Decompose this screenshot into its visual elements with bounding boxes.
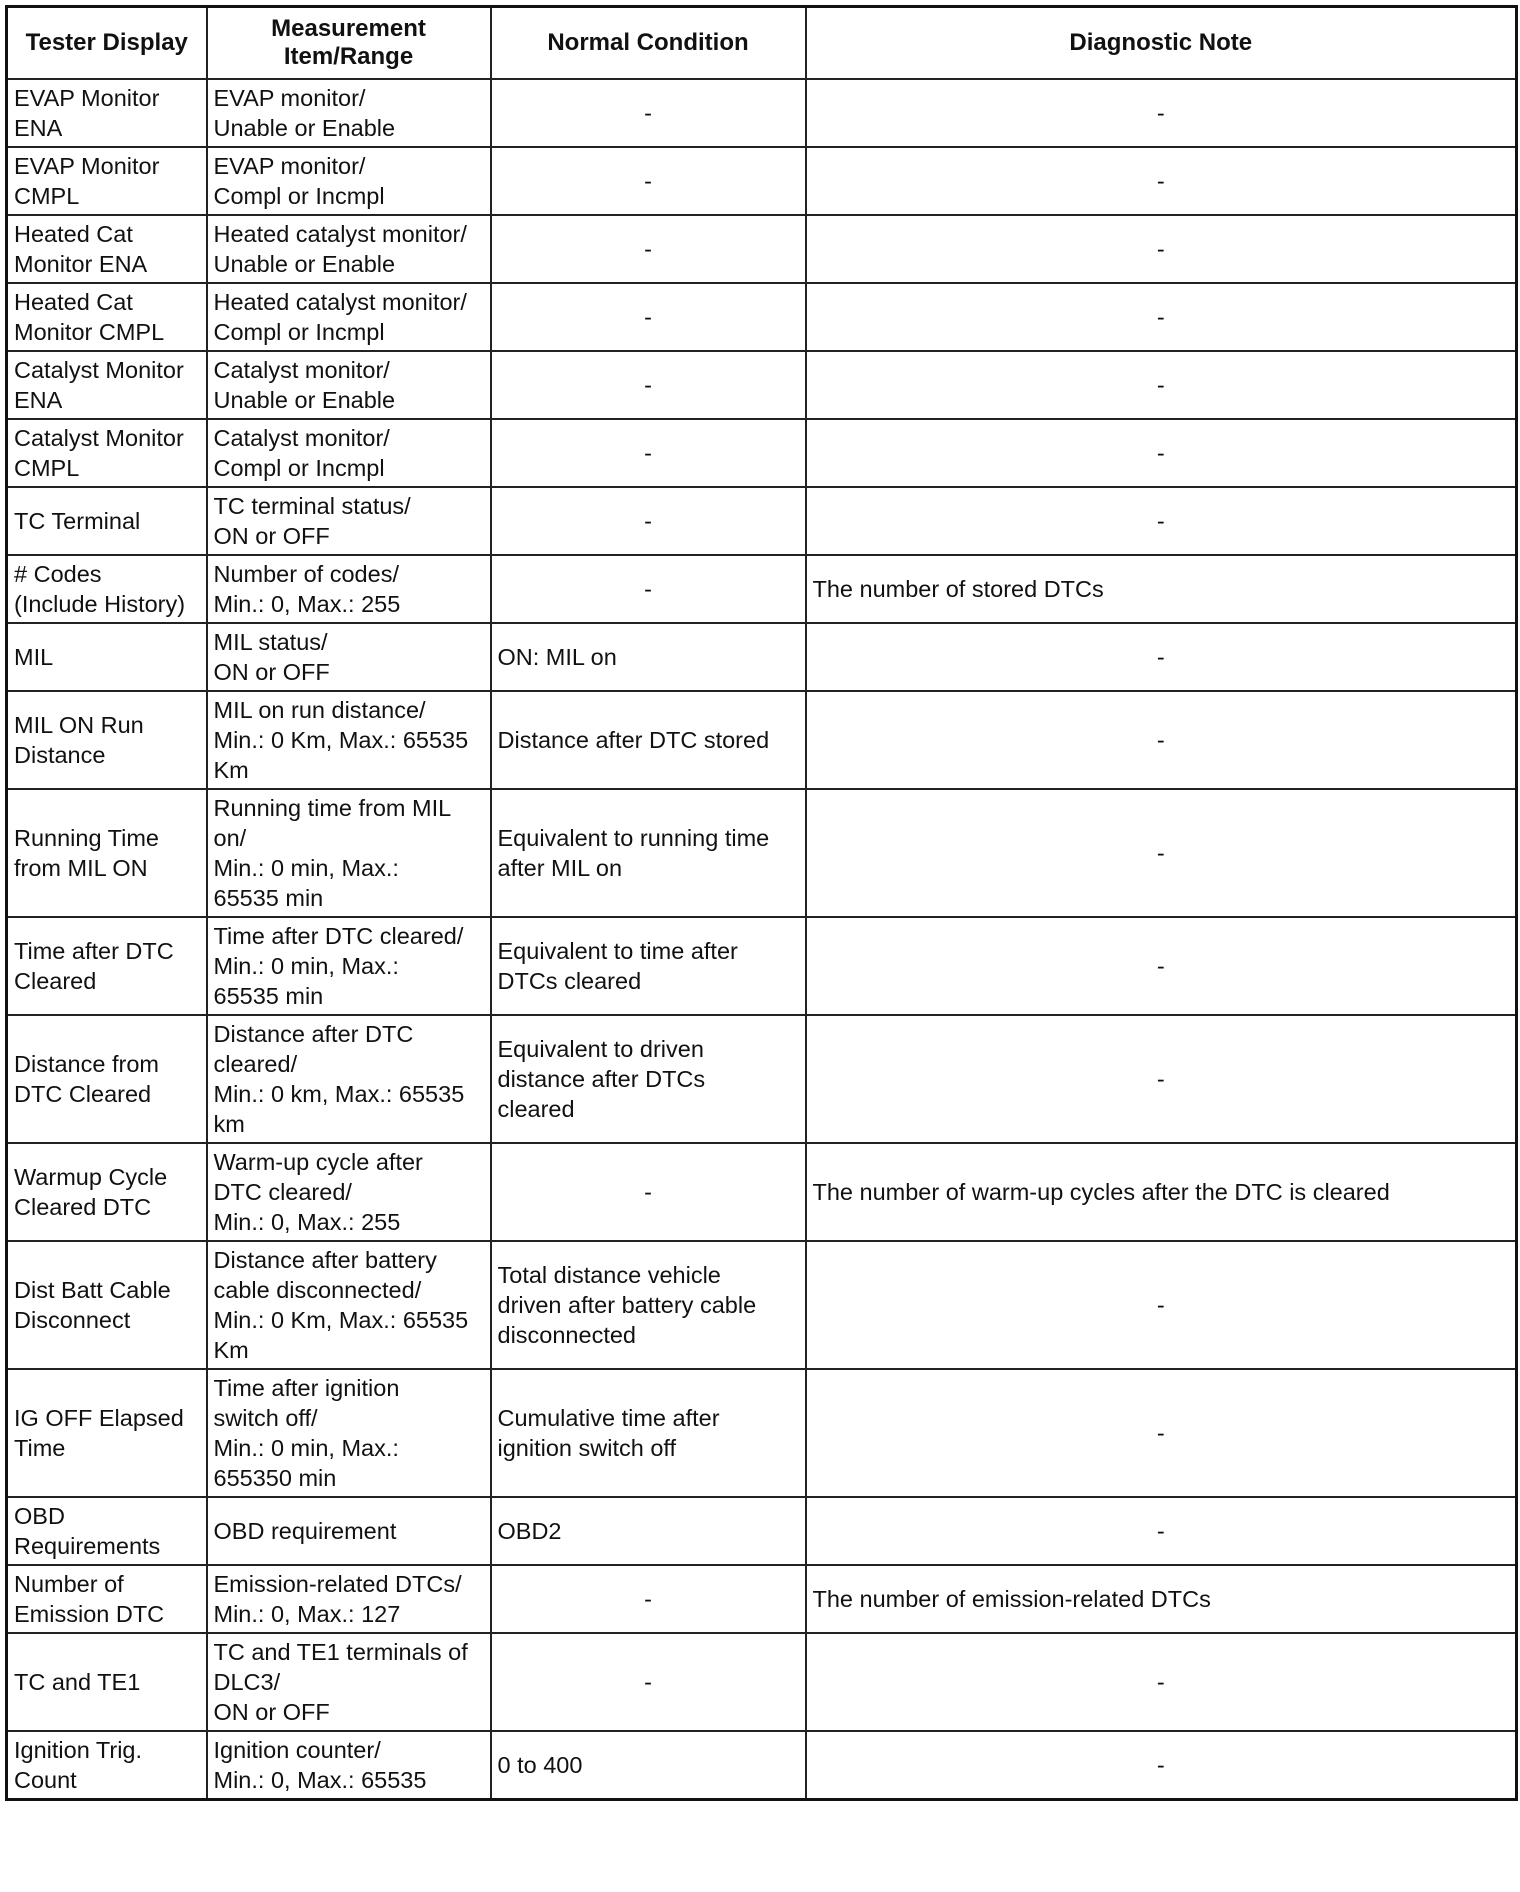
normal-condition-cell: -	[491, 147, 806, 215]
normal-condition-cell: Equivalent to running time after MIL on	[491, 789, 806, 917]
diagnostic-note-cell: -	[806, 283, 1517, 351]
diagnostic-note-cell: -	[806, 79, 1517, 147]
measurement-range-cell: Time after DTC cleared/ Min.: 0 min, Max.: 65535 min	[207, 917, 491, 1015]
normal-condition-cell: ON: MIL on	[491, 623, 806, 691]
table-row	[7, 1015, 1517, 1143]
diagnostic-note-cell: The number of warm-up cycles after the DTC is cleared	[806, 1143, 1517, 1241]
table-row	[7, 1633, 1517, 1731]
table-row	[7, 1143, 1517, 1241]
table-row	[7, 623, 1517, 691]
tester-display-cell: Catalyst Monitor ENA	[7, 351, 207, 419]
tester-display-cell: Number of Emission DTC	[7, 1565, 207, 1633]
normal-condition-cell: -	[491, 351, 806, 419]
tester-display-cell: TC and TE1	[7, 1633, 207, 1731]
normal-condition-cell: -	[491, 419, 806, 487]
tester-display-cell: Distance from DTC Cleared	[7, 1015, 207, 1143]
tester-display-cell: Time after DTC Cleared	[7, 917, 207, 1015]
measurement-range-cell: Number of codes/ Min.: 0, Max.: 255	[207, 555, 491, 623]
tester-display-cell: TC Terminal	[7, 487, 207, 555]
diagnostic-note-cell: -	[806, 487, 1517, 555]
header-tester-display: Tester Display	[7, 7, 207, 80]
normal-condition-cell: Equivalent to driven distance after DTCs cleared	[491, 1015, 806, 1143]
tester-display-cell: Catalyst Monitor CMPL	[7, 419, 207, 487]
table-row	[7, 1369, 1517, 1497]
measurement-range-cell: EVAP monitor/ Unable or Enable	[207, 79, 491, 147]
measurement-range-cell: TC and TE1 terminals of DLC3/ ON or OFF	[207, 1633, 491, 1731]
table-row	[7, 419, 1517, 487]
normal-condition-cell: -	[491, 1633, 806, 1731]
tester-display-cell: # Codes (Include History)	[7, 555, 207, 623]
table-row	[7, 1565, 1517, 1633]
table-row	[7, 789, 1517, 917]
diagnostic-note-cell: -	[806, 917, 1517, 1015]
measurement-range-cell: MIL on run distance/ Min.: 0 Km, Max.: 65535 Km	[207, 691, 491, 789]
tester-display-cell: Warmup Cycle Cleared DTC	[7, 1143, 207, 1241]
table-row	[7, 215, 1517, 283]
normal-condition-cell: -	[491, 215, 806, 283]
data-list-sheet	[5, 5, 1515, 1801]
tester-display-cell: Ignition Trig. Count	[7, 1731, 207, 1800]
table-row	[7, 351, 1517, 419]
normal-condition-cell: -	[491, 555, 806, 623]
normal-condition-cell: -	[491, 1565, 806, 1633]
tester-display-cell: OBD Requirements	[7, 1497, 207, 1565]
tester-display-cell: EVAP Monitor CMPL	[7, 147, 207, 215]
measurement-range-cell: Warm-up cycle after DTC cleared/ Min.: 0, Max.: 255	[207, 1143, 491, 1241]
diagnostic-note-cell: -	[806, 623, 1517, 691]
tester-display-cell: Dist Batt Cable Disconnect	[7, 1241, 207, 1369]
normal-condition-cell: OBD2	[491, 1497, 806, 1565]
diagnostic-note-cell: The number of stored DTCs	[806, 555, 1517, 623]
normal-condition-cell: Distance after DTC stored	[491, 691, 806, 789]
measurement-range-cell: MIL status/ ON or OFF	[207, 623, 491, 691]
diagnostic-note-cell: -	[806, 215, 1517, 283]
diagnostic-note-cell: -	[806, 351, 1517, 419]
tester-display-cell: Heated Cat Monitor CMPL	[7, 283, 207, 351]
table-row	[7, 917, 1517, 1015]
header-diagnostic-note: Diagnostic Note	[806, 7, 1517, 80]
diagnostic-note-cell: -	[806, 1015, 1517, 1143]
table-row	[7, 79, 1517, 147]
measurement-range-cell: EVAP monitor/ Compl or Incmpl	[207, 147, 491, 215]
measurement-range-cell: Heated catalyst monitor/ Unable or Enable	[207, 215, 491, 283]
diagnostic-note-cell: -	[806, 1241, 1517, 1369]
tester-display-cell: MIL ON Run Distance	[7, 691, 207, 789]
diagnostic-note-cell: -	[806, 1731, 1517, 1800]
tester-display-cell: MIL	[7, 623, 207, 691]
table-body	[7, 79, 1517, 1800]
normal-condition-cell: Cumulative time after ignition switch off	[491, 1369, 806, 1497]
diagnostic-note-cell: -	[806, 1633, 1517, 1731]
table-row	[7, 691, 1517, 789]
diagnostic-note-cell: -	[806, 147, 1517, 215]
diagnostic-note-cell: -	[806, 419, 1517, 487]
measurement-range-cell: Heated catalyst monitor/ Compl or Incmpl	[207, 283, 491, 351]
measurement-range-cell: Running time from MIL on/ Min.: 0 min, Max.: 65535 min	[207, 789, 491, 917]
measurement-range-cell: Distance after DTC cleared/ Min.: 0 km, Max.: 65535 km	[207, 1015, 491, 1143]
normal-condition-cell: Total distance vehicle driven after battery cable disconnected	[491, 1241, 806, 1369]
measurement-range-cell: Catalyst monitor/ Compl or Incmpl	[207, 419, 491, 487]
table-row	[7, 1241, 1517, 1369]
tester-display-cell: Running Time from MIL ON	[7, 789, 207, 917]
diagnostic-note-cell: -	[806, 1369, 1517, 1497]
normal-condition-cell: -	[491, 487, 806, 555]
normal-condition-cell: Equivalent to time after DTCs cleared	[491, 917, 806, 1015]
diagnostic-note-cell: -	[806, 691, 1517, 789]
header-measurement-item-range: Measurement Item/Range	[207, 7, 491, 80]
table-row	[7, 147, 1517, 215]
normal-condition-cell: -	[491, 79, 806, 147]
table-row	[7, 283, 1517, 351]
tester-display-cell: Heated Cat Monitor ENA	[7, 215, 207, 283]
table-row	[7, 1731, 1517, 1800]
measurement-range-cell: TC terminal status/ ON or OFF	[207, 487, 491, 555]
diagnostic-note-cell: -	[806, 1497, 1517, 1565]
header-row	[7, 7, 1517, 80]
table-row	[7, 555, 1517, 623]
diagnostic-note-cell: The number of emission-related DTCs	[806, 1565, 1517, 1633]
measurement-range-cell: Ignition counter/ Min.: 0, Max.: 65535	[207, 1731, 491, 1800]
measurement-range-cell: Catalyst monitor/ Unable or Enable	[207, 351, 491, 419]
normal-condition-cell: 0 to 400	[491, 1731, 806, 1800]
tester-display-cell: IG OFF Elapsed Time	[7, 1369, 207, 1497]
diagnostic-note-cell: -	[806, 789, 1517, 917]
measurement-range-cell: OBD requirement	[207, 1497, 491, 1565]
measurement-range-cell: Time after ignition switch off/ Min.: 0 min, Max.: 655350 min	[207, 1369, 491, 1497]
measurement-range-cell: Distance after battery cable disconnected/ Min.: 0 Km, Max.: 65535 Km	[207, 1241, 491, 1369]
header-normal-condition: Normal Condition	[491, 7, 806, 80]
table-row	[7, 1497, 1517, 1565]
data-list-table	[5, 5, 1518, 1801]
table-row	[7, 487, 1517, 555]
normal-condition-cell: -	[491, 1143, 806, 1241]
tester-display-cell: EVAP Monitor ENA	[7, 79, 207, 147]
normal-condition-cell: -	[491, 283, 806, 351]
measurement-range-cell: Emission-related DTCs/ Min.: 0, Max.: 127	[207, 1565, 491, 1633]
